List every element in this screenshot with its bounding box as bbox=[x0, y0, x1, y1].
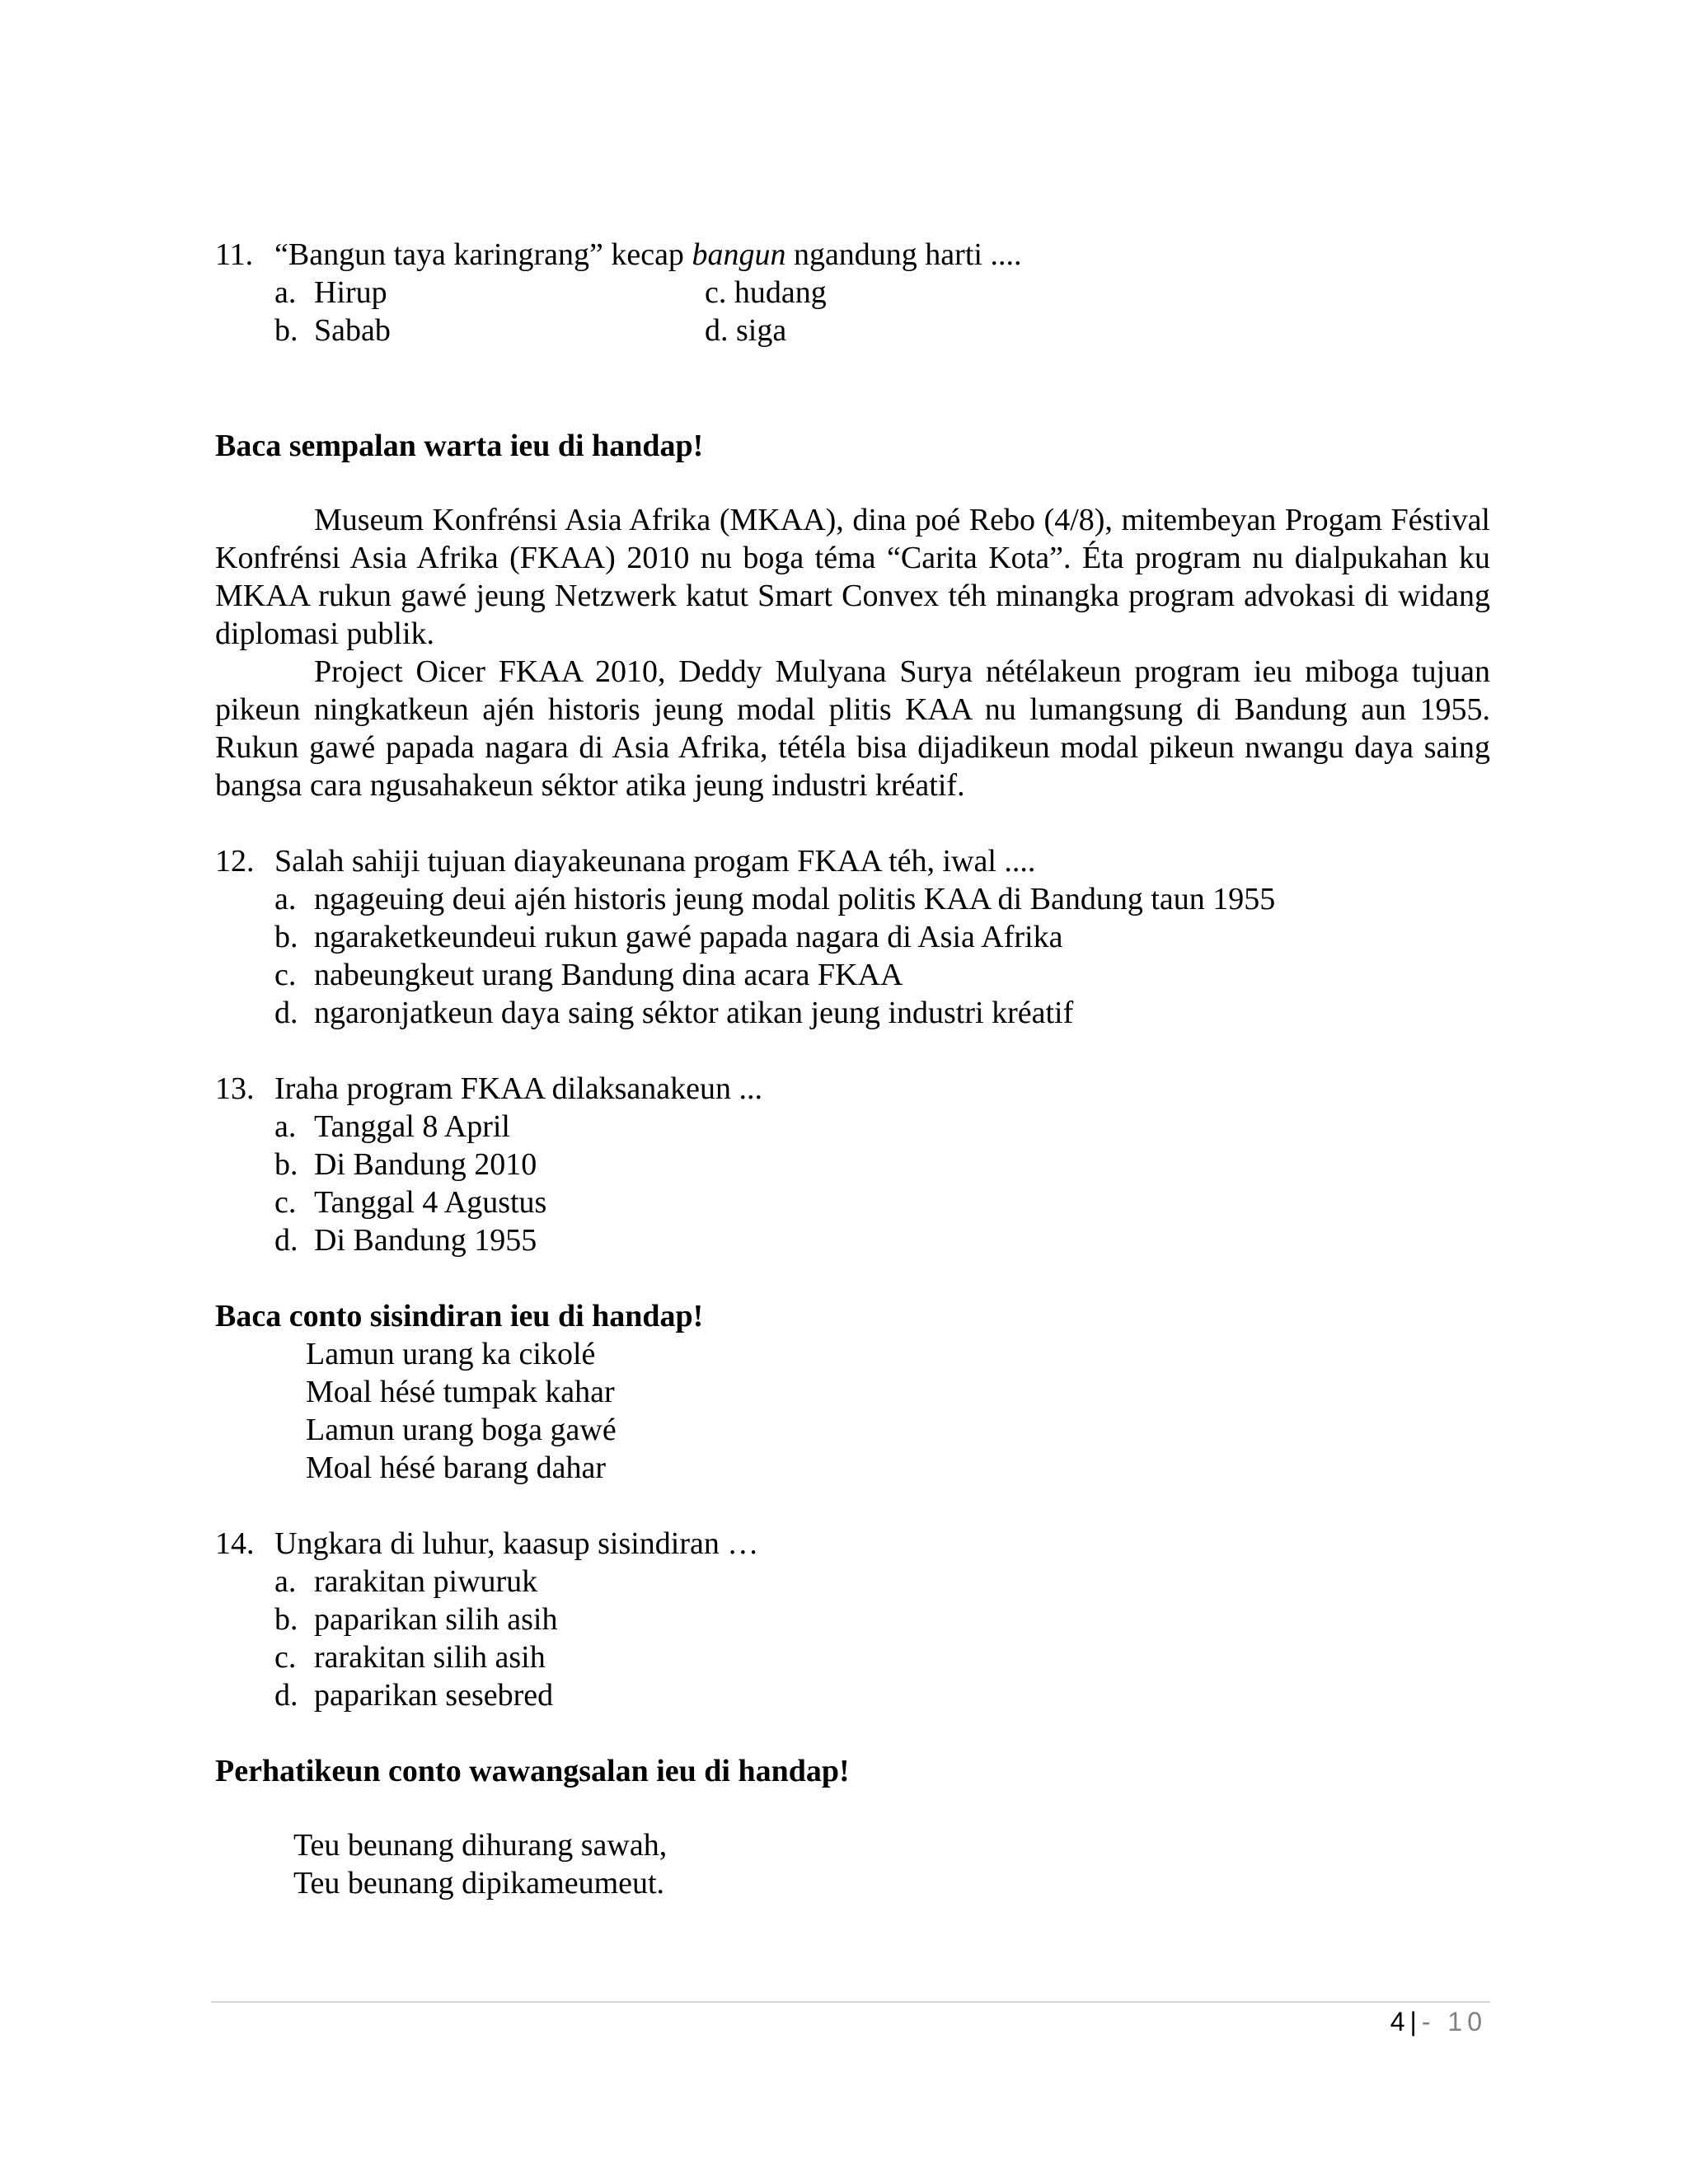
sisindiran-line: Lamun urang boga gawé bbox=[306, 1413, 617, 1447]
q14-option-a-letter: a. bbox=[274, 1564, 297, 1599]
sisindiran-line: Moal hésé tumpak kahar bbox=[306, 1375, 615, 1409]
sisindiran-line: Moal hésé barang dahar bbox=[306, 1451, 607, 1485]
q13-option-b-letter: b. bbox=[274, 1147, 298, 1182]
wawangsalan-line: Teu beunang dipikameumeut. bbox=[293, 1866, 665, 1900]
q12-option-d-text: ngaronjatkeun daya saing séktor atikan jeung industri kréatif bbox=[314, 996, 1074, 1030]
q12-option-b-letter: b. bbox=[274, 920, 298, 954]
q11-option-c-text: hudang bbox=[734, 275, 827, 310]
q11-option-a-text: Hirup bbox=[314, 275, 387, 310]
q14-option-a-text: rarakitan piwuruk bbox=[314, 1564, 538, 1599]
sisindiran-line: Lamun urang ka cikolé bbox=[306, 1337, 596, 1371]
news-paragraph-2: Project Oicer FKAA 2010, Deddy Mulyana Surya nétélakeun program ieu miboga tujuan pikeun ningkatkeun ajén historis jeung modal plitis KAA nu lumangsung di Bandung aun 1955. Rukun gawé papada nagara di Asia Afrika, tétéla bisa dijadikeun modal pikeun nwangu daya saing bangsa cara ngusahakeun séktor atika jeung industri kréatif. bbox=[215, 654, 1490, 803]
q13-stem: Iraha program FKAA dilaksanakeun ... bbox=[274, 1071, 763, 1106]
q11-option-b-letter: b. bbox=[274, 313, 298, 348]
q12-option-c-letter: c. bbox=[274, 958, 297, 992]
q14-option-b-text: paparikan silih asih bbox=[314, 1602, 558, 1637]
q12-option-a-text: ngageuing deui ajén historis jeung modal politis KAA di Bandung taun 1955 bbox=[314, 882, 1276, 916]
q13-option-c-letter: c. bbox=[274, 1185, 297, 1220]
q12-number: 12. bbox=[215, 844, 255, 879]
q11-stem-part: “Bangun taya karingrang” kecap bbox=[274, 237, 692, 272]
q11-option-d-letter: d. bbox=[705, 313, 729, 348]
news-paragraph-1: Museum Konfrénsi Asia Afrika (MKAA), dina poé Rebo (4/8), mitembeyan Progam Féstival Konfrénsi Asia Afrika (FKAA) 2010 nu boga téma “Carita Kota”. Éta program nu dialpukahan ku MKAA rukun gawé jeung Netzwerk katut Smart Convex téh minangka program advokasi di widang diplomasi publik. bbox=[215, 503, 1490, 651]
page-footer bbox=[1390, 2005, 1487, 2038]
q11-option-c-letter: c. bbox=[705, 275, 727, 310]
news-heading: Baca sempalan warta ieu di handap! bbox=[215, 429, 704, 463]
q12-option-d-letter: d. bbox=[274, 996, 298, 1030]
footer-divider bbox=[211, 2001, 1490, 2003]
q14-option-d-letter: d. bbox=[274, 1678, 298, 1713]
q12-option-b-text: ngaraketkeundeui rukun gawé papada nagara di Asia Afrika bbox=[314, 920, 1063, 954]
q13-option-d-letter: d. bbox=[274, 1223, 298, 1258]
q12-stem: Salah sahiji tujuan diayakeunana progam FKAA téh, iwal .... bbox=[274, 844, 1036, 879]
wawangsalan-line: Teu beunang dihurang sawah, bbox=[293, 1828, 668, 1863]
q13-option-b-text: Di Bandung 2010 bbox=[314, 1147, 537, 1182]
q13-option-c-text: Tanggal 4 Agustus bbox=[314, 1185, 547, 1220]
q11-stem-part: ngandung harti .... bbox=[785, 237, 1022, 272]
q11-option-a-letter: a. bbox=[274, 275, 297, 310]
q11-stem-italic: bangun bbox=[692, 237, 786, 272]
q14-option-b-letter: b. bbox=[274, 1602, 298, 1637]
sisindiran-heading: Baca conto sisindiran ieu di handap! bbox=[215, 1299, 704, 1333]
q13-option-d-text: Di Bandung 1955 bbox=[314, 1223, 537, 1258]
page-total: - 10 bbox=[1421, 2007, 1487, 2036]
q14-option-c-text: rarakitan silih asih bbox=[314, 1640, 546, 1675]
q14-stem: Ungkara di luhur, kaasup sisindiran … bbox=[274, 1526, 759, 1561]
q14-number: 14. bbox=[215, 1526, 255, 1561]
q11-option-b-text: Sabab bbox=[314, 313, 391, 348]
wawangsalan-heading: Perhatikeun conto wawangsalan ieu di handap! bbox=[215, 1754, 850, 1788]
q13-option-a-text: Tanggal 8 April bbox=[314, 1109, 510, 1144]
q13-number: 13. bbox=[215, 1071, 255, 1106]
q13-option-a-letter: a. bbox=[274, 1109, 297, 1144]
q14-option-c-letter: c. bbox=[274, 1640, 297, 1675]
q11-option-d bbox=[705, 312, 786, 349]
q12-option-c-text: nabeungkeut urang Bandung dina acara FKAA bbox=[314, 958, 903, 992]
q11-option-c bbox=[705, 274, 827, 312]
q11-stem bbox=[274, 236, 1021, 274]
q11-option-d-text: siga bbox=[736, 313, 787, 348]
page-separator: | bbox=[1409, 2007, 1417, 2036]
q12-option-a-letter: a. bbox=[274, 882, 297, 916]
q14-option-d-text: paparikan sesebred bbox=[314, 1678, 554, 1713]
q11-number: 11. bbox=[215, 237, 254, 272]
page-number: 4 bbox=[1390, 2007, 1405, 2036]
